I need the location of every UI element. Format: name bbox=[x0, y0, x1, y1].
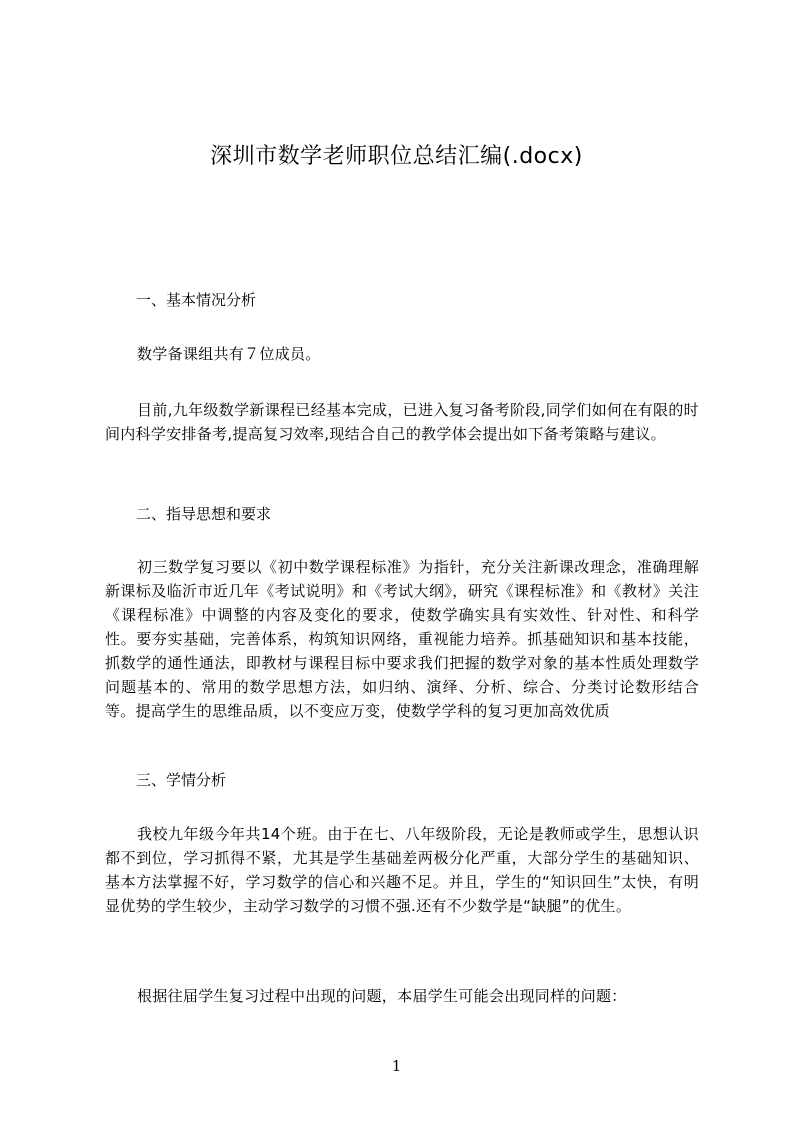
paragraph-team-members: 数学备课组共有７位成员。 bbox=[137, 345, 321, 363]
paragraph-current-progress: 目前,九年级数学新课程已经基本完成，已进入复习备考阶段,同学们如何在有限的时间内科学安排备考,提高复习效率,现结合自己的教学体会提出如下备考策略与建议。 bbox=[105, 401, 699, 443]
section-heading-guiding-ideas: 二、指导思想和要求 bbox=[136, 505, 272, 523]
section-heading-basic-situation: 一、基本情况分析 bbox=[136, 291, 257, 309]
section-heading-student-analysis: 三、学情分析 bbox=[136, 771, 227, 789]
paragraph-guiding-requirements: 初三数学复习要以《初中数学课程标准》为指针，充分关注新课改理念，准确理解新课标及临沂市近几年《考试说明》和《考试大纲》，研究《课程标准》和《教材》关注《课程标准》中调整的内容及变化的要求，使数学确实具有实效性、针对性、和科学性。要夯实基础，完善体系，构筑知识网络，重视能力培养。抓基础知识和基本技能，抓数学的通性通法，即教材与课程目标中要求我们把握的数学对象的基本性质处理数学问题基本的、常用的数学思想方法，如归纳、演绎、分析、综合、分类讨论数形结合等。提高学生的思维品质，以不变应万变，使数学学科的复习更加高效优质 bbox=[105, 558, 699, 720]
paragraph-student-situation: 我校九年级今年共14个班。由于在七、八年级阶段，无论是教师或学生，思想认识都不到位，学习抓得不紧，尤其是学生基础差两极分化严重，大部分学生的基础知识、基本方法掌握不好，学习数学的信心和兴趣不足。并且，学生的“知识回生”太快，有明显优势的学生较少，主动学习数学的习惯不强.还有不少数学是“缺腿”的优生。 bbox=[105, 825, 699, 915]
paragraph-possible-problems: 根据往届学生复习过程中出现的问题，本届学生可能会出现同样的问题： bbox=[137, 987, 627, 1005]
page-number: 1 bbox=[391, 1057, 402, 1075]
document-title: 深圳市数学老师职位总结汇编(.docx) bbox=[210, 144, 583, 169]
